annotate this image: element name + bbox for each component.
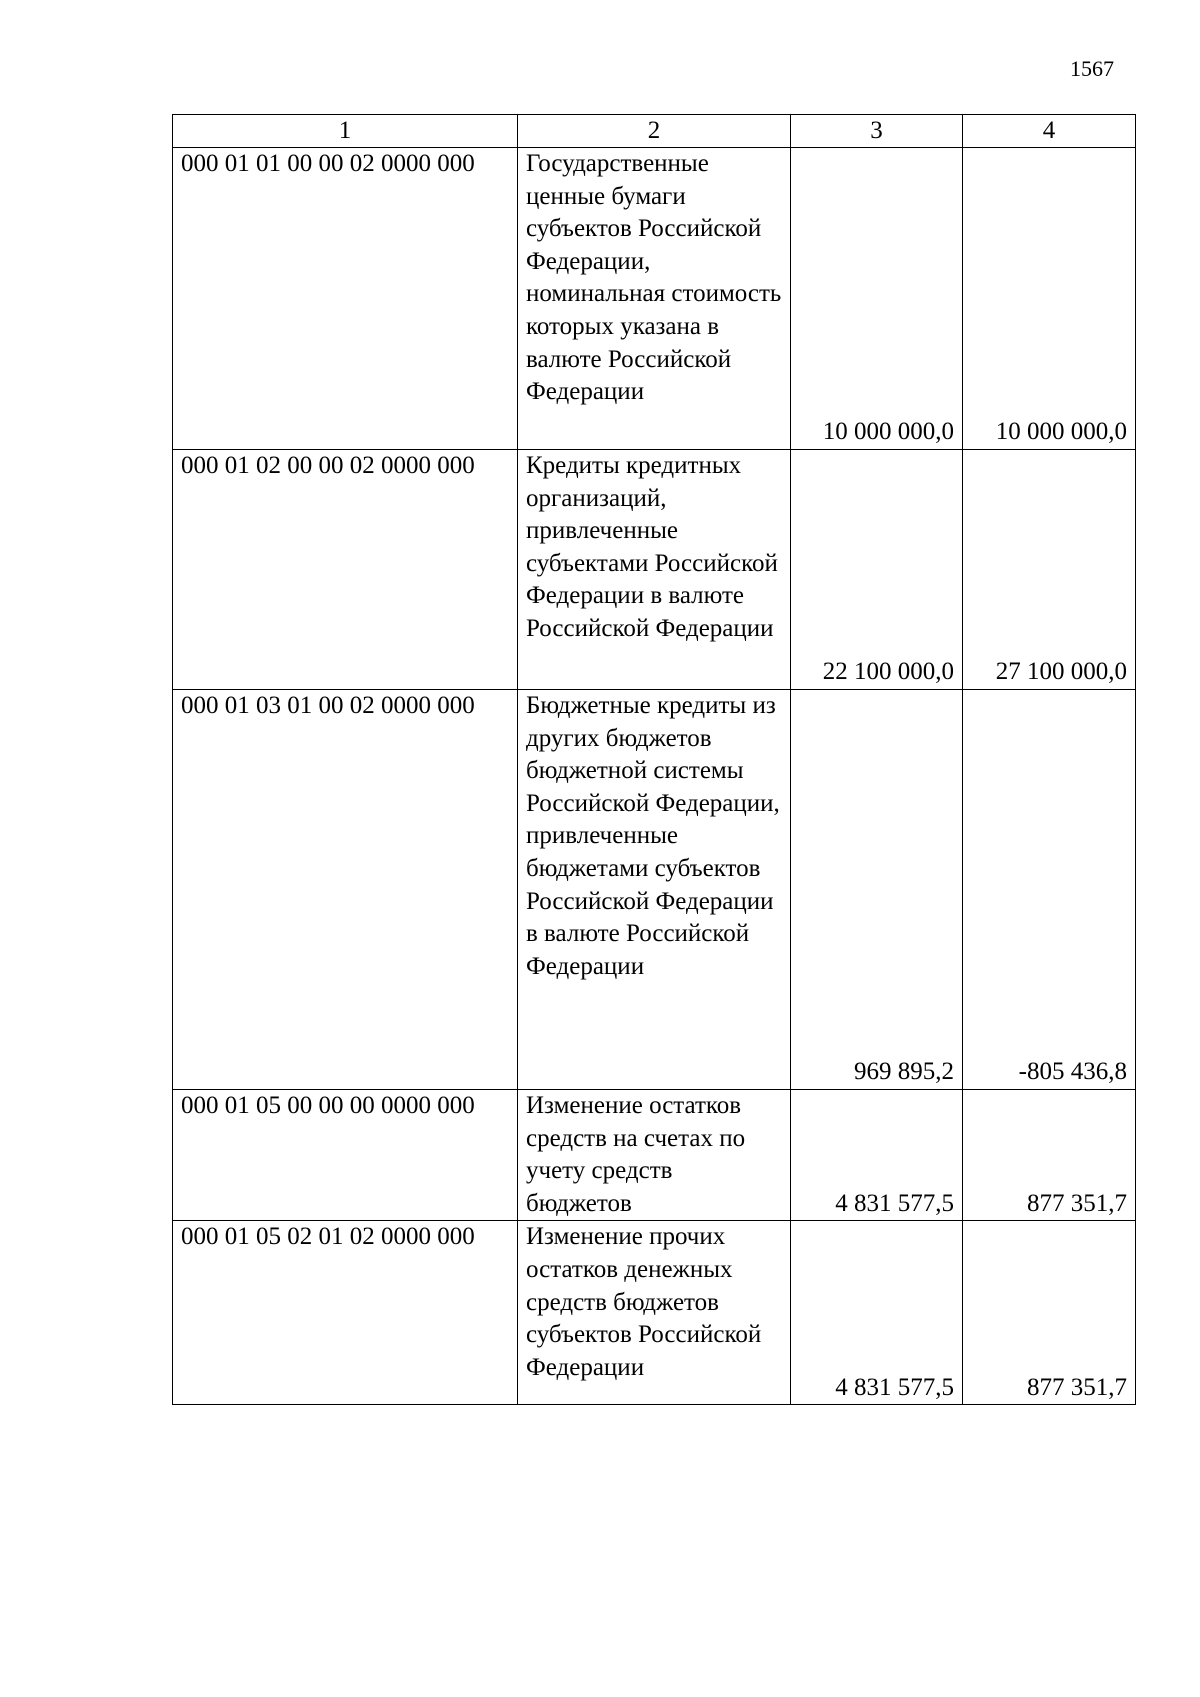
source-name: Изменение прочих остатков денежных средств бюджетов субъектов Российской Федерации	[518, 1221, 791, 1405]
source-name: Государственные ценные бумаги субъектов Российской Федерации, номинальная стоимость которых указана в валюте Российской Федерации	[518, 148, 791, 450]
value-column-3: 10 000 000,0	[791, 148, 963, 450]
table-row	[173, 690, 1136, 1090]
source-name: Изменение остатков средств на счетах по учету средств бюджетов	[518, 1090, 791, 1221]
budget-code: 000 01 05 02 01 02 0000 000	[173, 1221, 518, 1405]
source-name: Бюджетные кредиты из других бюджетов бюджетной системы Российской Федерации, привлеченные бюджетами субъектов Российской Федерации в валюте Российской Федерации	[518, 690, 791, 1090]
value-column-3: 4 831 577,5	[791, 1090, 963, 1221]
budget-code: 000 01 01 00 00 02 0000 000	[173, 148, 518, 450]
source-name: Кредиты кредитных организаций, привлеченные субъектами Российской Федерации в валюте Российской Федерации	[518, 450, 791, 690]
column-header-1: 1	[173, 115, 518, 148]
table-row	[173, 148, 1136, 450]
table-row	[173, 1221, 1136, 1405]
header-row	[173, 115, 1136, 148]
table-row	[173, 450, 1136, 690]
page-number: 1567	[1070, 56, 1114, 81]
value-column-4: 10 000 000,0	[963, 148, 1136, 450]
value-column-4: 877 351,7	[963, 1221, 1136, 1405]
value-column-4: 27 100 000,0	[963, 450, 1136, 690]
budget-code: 000 01 02 00 00 02 0000 000	[173, 450, 518, 690]
budget-code: 000 01 03 01 00 02 0000 000	[173, 690, 518, 1090]
value-column-3: 22 100 000,0	[791, 450, 963, 690]
value-column-3: 4 831 577,5	[791, 1221, 963, 1405]
budget-sources-table	[172, 114, 1136, 1405]
table-row	[173, 1090, 1136, 1221]
table-body	[173, 148, 1136, 1405]
table-header	[173, 115, 1136, 148]
column-header-4: 4	[963, 115, 1136, 148]
value-column-3: 969 895,2	[791, 690, 963, 1090]
budget-code: 000 01 05 00 00 00 0000 000	[173, 1090, 518, 1221]
column-header-2: 2	[518, 115, 791, 148]
value-column-4: 877 351,7	[963, 1090, 1136, 1221]
column-header-3: 3	[791, 115, 963, 148]
value-column-4: -805 436,8	[963, 690, 1136, 1090]
